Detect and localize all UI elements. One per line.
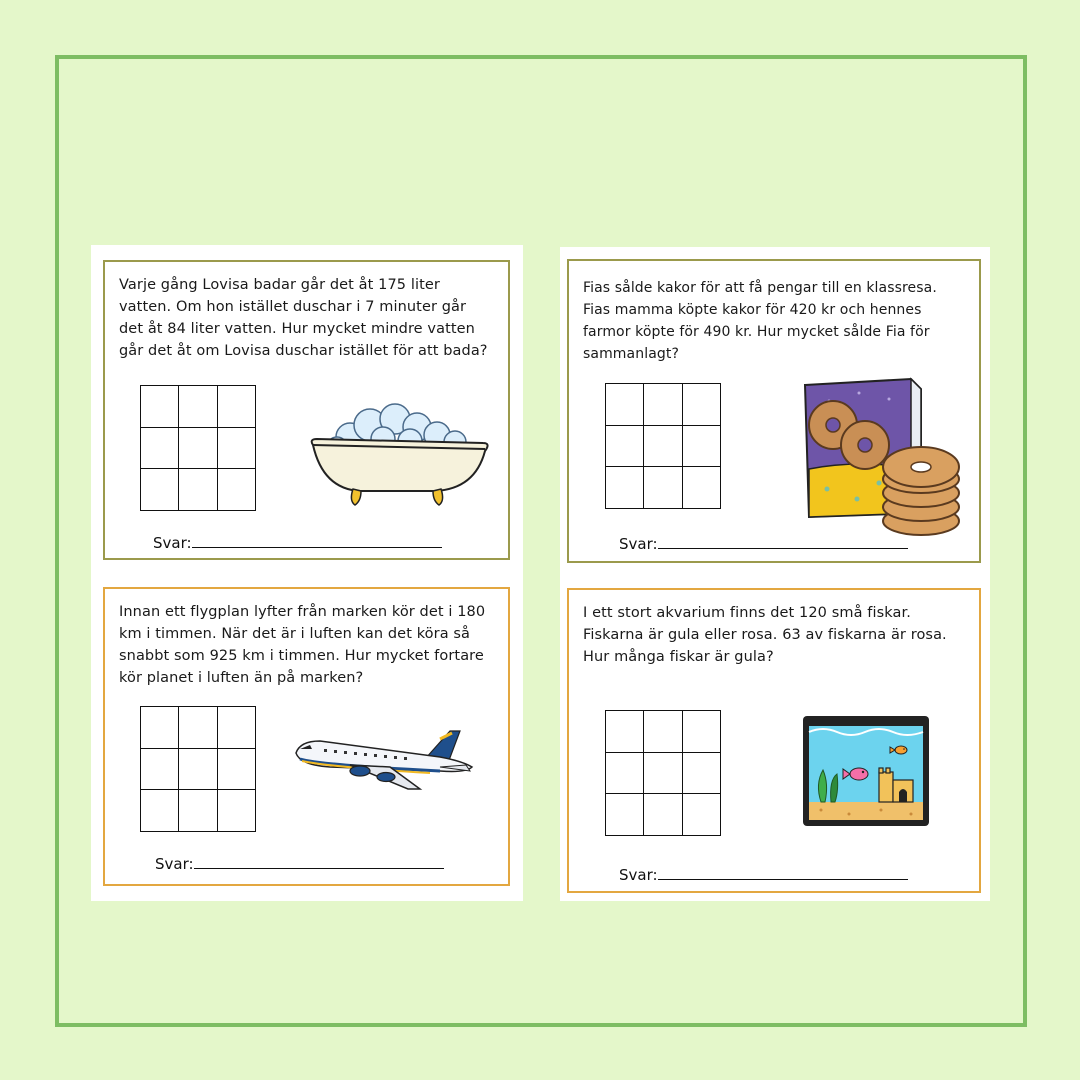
answer-grid[interactable] (605, 710, 721, 836)
answer-label: Svar: (619, 535, 658, 553)
task-card-bath (103, 260, 510, 560)
answer-grid[interactable] (140, 385, 256, 511)
answer-grid[interactable] (605, 383, 721, 509)
answer-grid[interactable] (140, 706, 256, 832)
worksheet-right (560, 247, 990, 901)
answer-label: Svar: (155, 855, 194, 873)
task-text: I ett stort akvarium finns det 120 små fiskar. Fiskarna är gula eller rosa. 63 av fiskarna är rosa. Hur många fiskar är gula? (583, 605, 947, 665)
bathtub-image (305, 397, 495, 507)
task-text: Innan ett flygplan lyfter från marken kör det i 180 km i timmen. När det är i luften kan det köra så snabbt som 925 km i timmen. Hur mycket fortare kör planet i luften än på marken? (119, 604, 486, 686)
answer-line[interactable] (619, 535, 908, 553)
answer-line[interactable] (153, 534, 442, 552)
airplane-image (290, 727, 480, 797)
task-card-aquarium (567, 588, 981, 893)
task-text: Fias sålde kakor för att få pengar till en klassresa. Fias mamma köpte kakor för 420 kr och hennes farmor köpte för 490 kr. Hur mycket sålde Fia för sammanlagt? (583, 280, 937, 362)
answer-line[interactable] (619, 866, 908, 884)
answer-line[interactable] (155, 855, 444, 873)
cookie-box-image (799, 371, 969, 541)
task-card-airplane (103, 587, 510, 886)
aquarium-image (801, 714, 931, 829)
task-text: Varje gång Lovisa badar går det åt 175 liter vatten. Om hon istället duschar i 7 minuter går det åt 84 liter vatten. Hur mycket mindre vatten går det åt om Lovisa duschar istället för att bada? (119, 277, 488, 359)
worksheet-left (91, 245, 523, 901)
answer-label: Svar: (619, 866, 658, 884)
task-card-cookies (567, 259, 981, 563)
answer-label: Svar: (153, 534, 192, 552)
